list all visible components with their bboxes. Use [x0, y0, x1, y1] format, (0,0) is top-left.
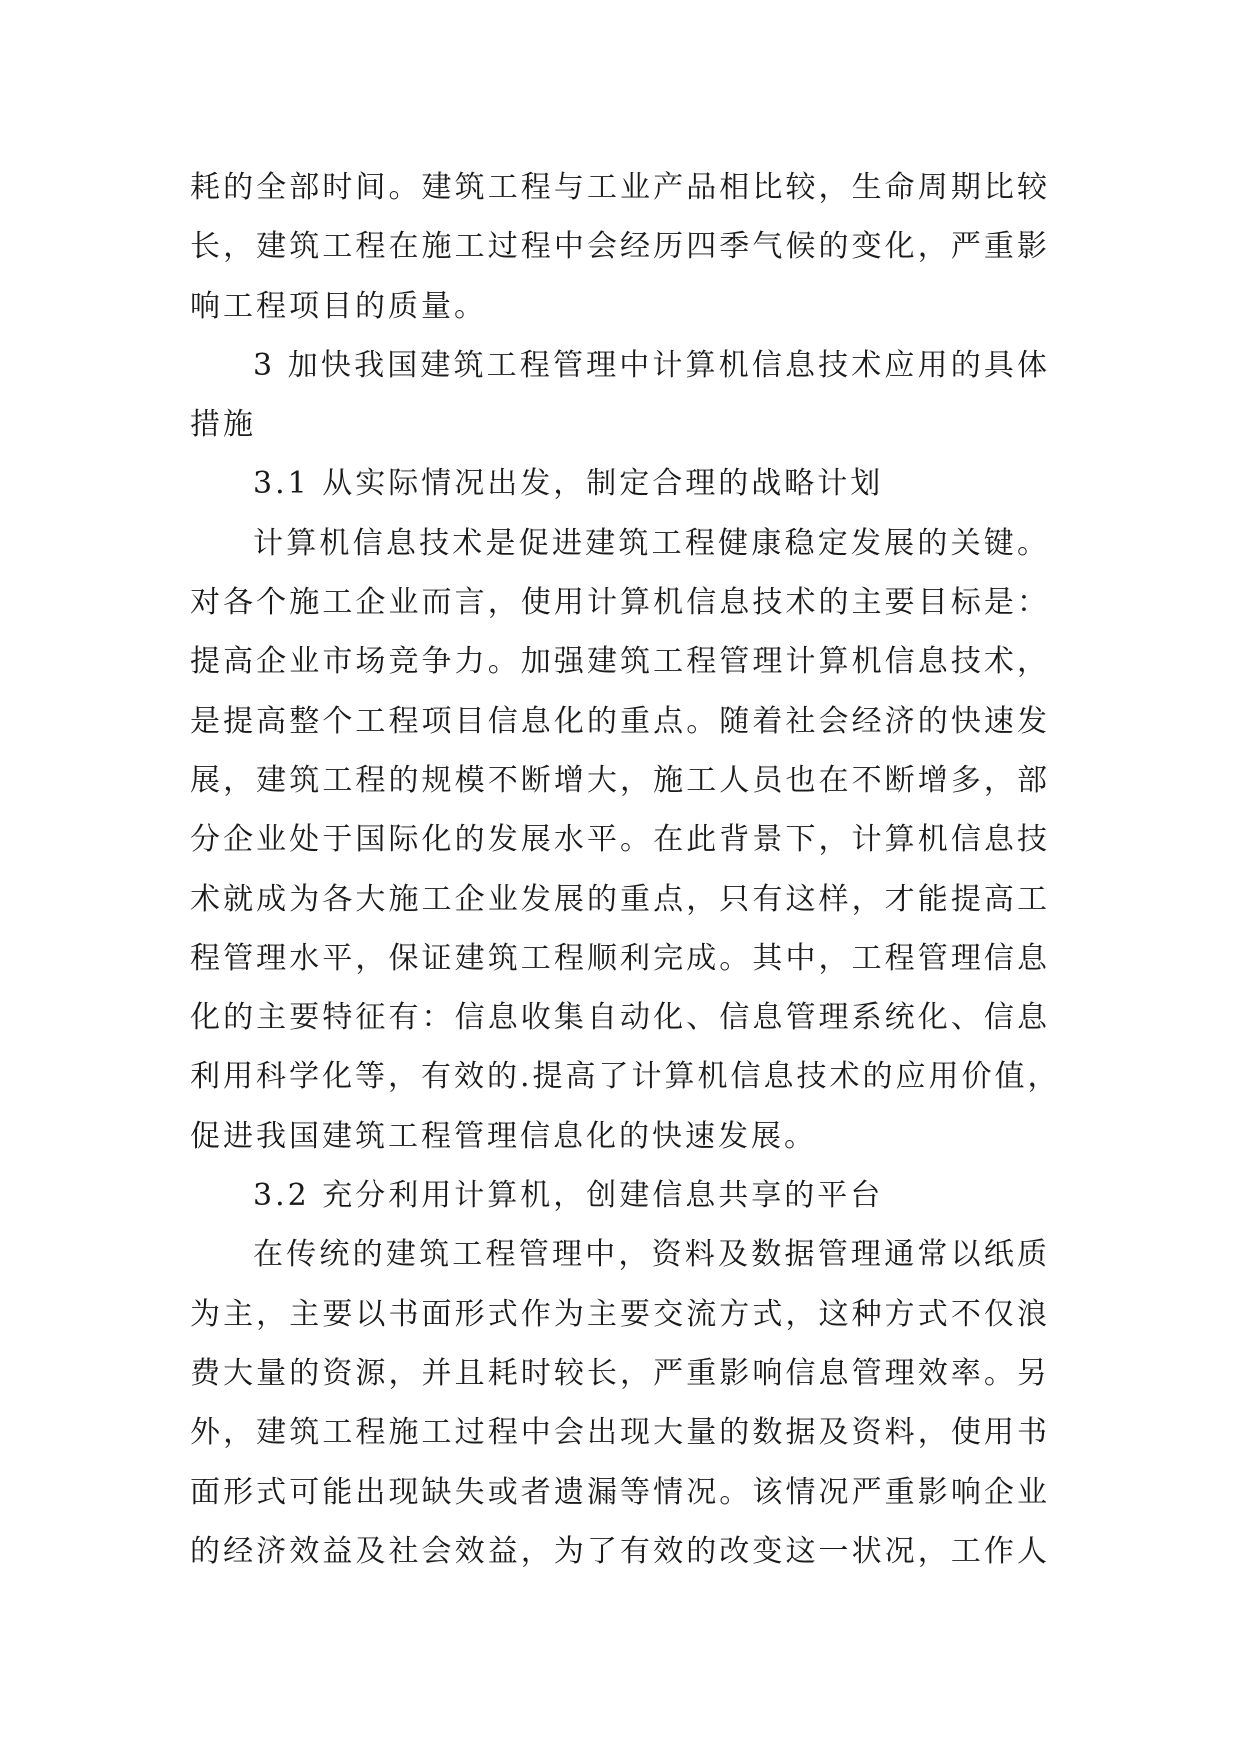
- text-line: 展，建筑工程的规模不断增大，施工人员也在不断增多，部: [190, 762, 1050, 798]
- text-line: 促进我国建筑工程管理信息化的快速发展。: [190, 1118, 817, 1154]
- text-line: 提高企业市场竞争力。加强建筑工程管理计算机信息技术，: [190, 644, 1050, 680]
- paragraph-first-line: 计算机信息技术是促进建筑工程健康稳定发展的关键。: [253, 525, 1050, 561]
- section-heading-continued: 措施: [190, 407, 256, 443]
- text-line: 外，建筑工程施工过程中会出现大量的数据及资料，使用书: [190, 1415, 1050, 1451]
- text-line: 为主，主要以书面形式作为主要交流方式，这种方式不仅浪: [190, 1296, 1050, 1332]
- text-line: 面形式可能出现缺失或者遗漏等情况。该情况严重影响企业: [190, 1474, 1050, 1510]
- document-page: [190, 158, 1061, 1581]
- text-line: 响工程项目的质量。: [190, 288, 487, 324]
- text-line: 分企业处于国际化的发展水平。在此背景下，计算机信息技: [190, 822, 1050, 858]
- text-line: 利用科学化等，有效的.提高了计算机信息技术的应用价值，: [190, 1059, 1061, 1095]
- subsection-heading: 3.1 从实际情况出发，制定合理的战略计划: [253, 466, 884, 502]
- text-line: 对各个施工企业而言，使用计算机信息技术的主要目标是：: [190, 585, 1050, 621]
- text-line: 的经济效益及社会效益，为了有效的改变这一状况，工作人: [190, 1533, 1050, 1569]
- text-line: 程管理水平，保证建筑工程顺利完成。其中，工程管理信息: [190, 940, 1050, 976]
- text-line: 是提高整个工程项目信息化的重点。随着社会经济的快速发: [190, 703, 1050, 739]
- paragraph-first-line: 在传统的建筑工程管理中，资料及数据管理通常以纸质: [253, 1237, 1050, 1273]
- text-line: 耗的全部时间。建筑工程与工业产品相比较，生命周期比较: [190, 170, 1050, 205]
- text-line: 化的主要特征有：信息收集自动化、信息管理系统化、信息: [190, 1000, 1050, 1036]
- section-heading: 3 加快我国建筑工程管理中计算机信息技术应用的具体: [253, 347, 1050, 383]
- text-line: 术就成为各大施工企业发展的重点，只有这样，才能提高工: [190, 881, 1050, 917]
- text-line: 长，建筑工程在施工过程中会经历四季气候的变化，严重影: [190, 229, 1050, 265]
- subsection-heading: 3.2 充分利用计算机，创建信息共享的平台: [253, 1178, 884, 1214]
- text-line: 费大量的资源，并且耗时较长，严重影响信息管理效率。另: [190, 1355, 1050, 1391]
